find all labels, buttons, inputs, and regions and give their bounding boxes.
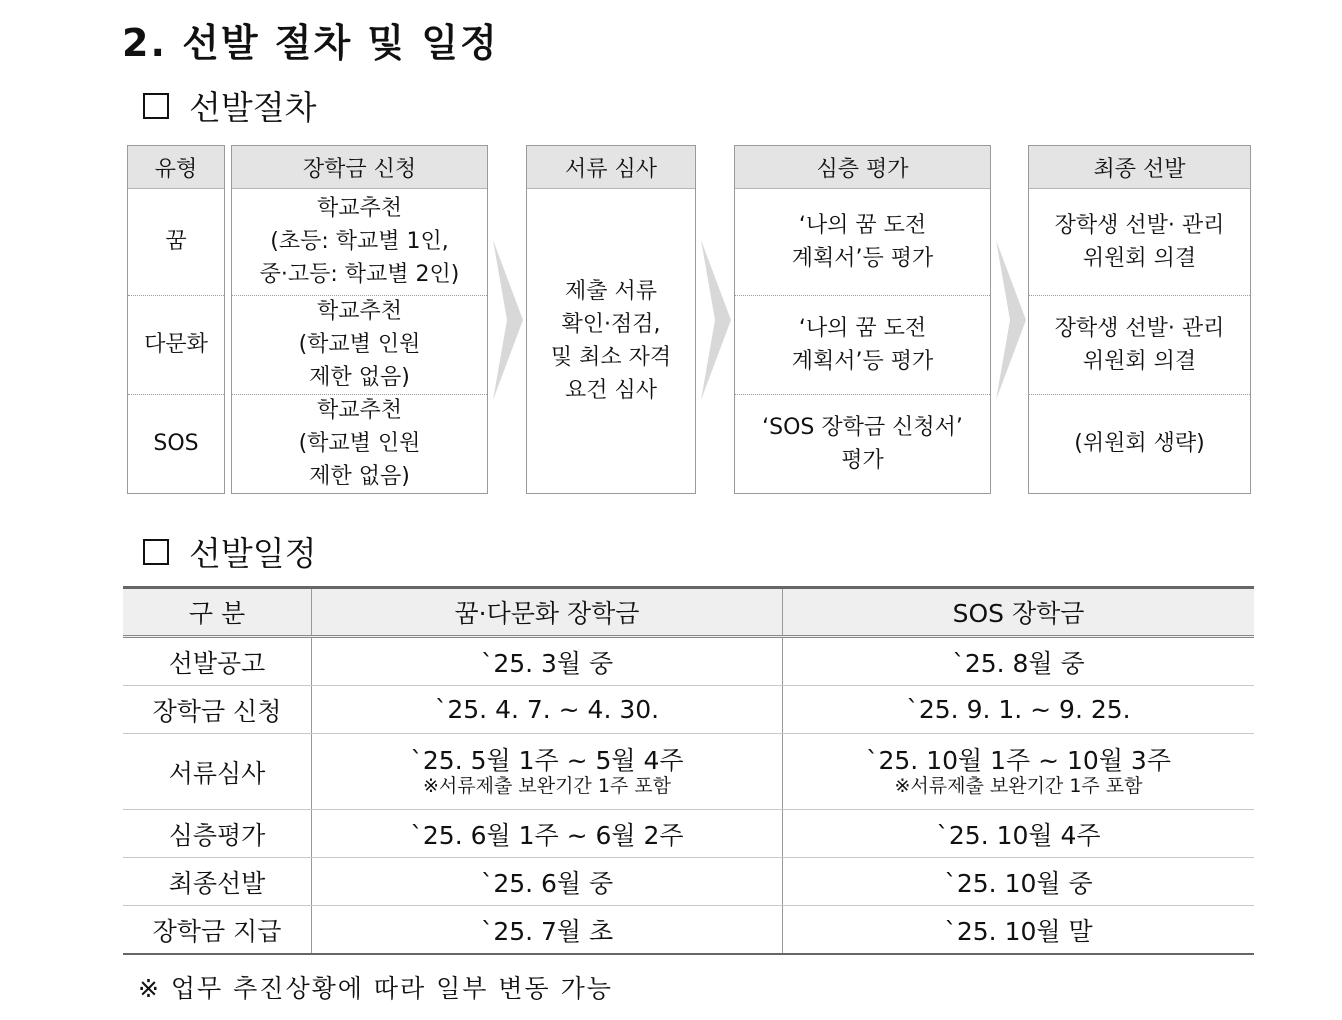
- dream-date: `25. 6월 1주 ~ 6월 2주: [312, 810, 783, 858]
- row-label: 서류심사: [123, 734, 312, 810]
- type-multicultural: 다문화: [144, 332, 208, 357]
- chevron-right-icon: [491, 240, 525, 400]
- docs-header: 서류 심사: [527, 146, 695, 189]
- header-category: 구 분: [123, 588, 312, 637]
- sos-note: ※서류제출 보완기간 1주 포함: [894, 774, 1143, 797]
- type-sos: SOS: [153, 431, 199, 456]
- deep-header: 심층 평가: [735, 146, 990, 189]
- docs-column: [526, 145, 696, 494]
- page-title: 2. 선발 절차 및 일정: [122, 21, 499, 65]
- table-row: [123, 810, 1254, 858]
- schedule-heading-text: 선발일정: [189, 534, 317, 573]
- square-bullet-icon: [143, 93, 169, 119]
- final-multicultural: 장학생 선발· 관리 위원회 의결: [1054, 315, 1225, 374]
- sos-date: `25. 10월 말: [783, 906, 1255, 955]
- table-row: [123, 637, 1254, 686]
- type-dream: 꿈: [165, 229, 187, 254]
- chevron-right-icon: [994, 240, 1028, 400]
- footnote: ※ 업무 추진상황에 따라 일부 변동 가능: [138, 974, 613, 1003]
- final-dream: 장학생 선발· 관리 위원회 의결: [1054, 212, 1225, 271]
- dream-date: `25. 3월 중: [312, 637, 783, 686]
- deep-column: [734, 145, 991, 494]
- dream-date-cell: [312, 734, 783, 810]
- table-header-row: [123, 588, 1254, 637]
- row-label: 장학금 신청: [123, 686, 312, 734]
- dream-date: `25. 5월 1주 ~ 5월 4주: [410, 745, 684, 775]
- row-label: 심층평가: [123, 810, 312, 858]
- apply-sos: 학교추천 (학교별 인원 제한 없음): [298, 398, 421, 489]
- sos-date: `25. 10월 중: [783, 858, 1255, 906]
- table-row: [123, 734, 1254, 810]
- sos-date: `25. 10월 1주 ~ 10월 3주: [866, 745, 1171, 775]
- row-label: 장학금 지급: [123, 906, 312, 955]
- table-row: [123, 686, 1254, 734]
- deep-sos: ‘SOS 장학금 신청서’ 평가: [762, 414, 963, 473]
- header-sos: SOS 장학금: [783, 588, 1255, 637]
- header-dream-multicultural: 꿈·다문화 장학금: [312, 588, 783, 637]
- table-row: [123, 858, 1254, 906]
- dream-note: ※서류제출 보완기간 1주 포함: [422, 774, 672, 797]
- schedule-table: [123, 586, 1254, 955]
- dream-date: `25. 7월 초: [312, 906, 783, 955]
- final-header: 최종 선발: [1029, 146, 1250, 189]
- procedure-heading: [143, 82, 317, 129]
- final-column: [1028, 145, 1251, 494]
- apply-column: [231, 145, 488, 494]
- final-sos: (위원회 생략): [1074, 431, 1205, 456]
- sos-date: `25. 8월 중: [783, 637, 1255, 686]
- row-label: 선발공고: [123, 637, 312, 686]
- row-label: 최종선발: [123, 858, 312, 906]
- type-column: [127, 145, 225, 494]
- square-bullet-icon: [143, 539, 169, 565]
- sos-date: `25. 10월 4주: [783, 810, 1255, 858]
- sos-date-cell: [783, 734, 1255, 810]
- procedure-heading-text: 선발절차: [189, 88, 317, 127]
- docs-body: 제출 서류 확인·점검, 및 최소 자격 요건 심사: [550, 278, 672, 403]
- dream-date: `25. 6월 중: [312, 858, 783, 906]
- deep-dream: ‘나의 꿈 도전 계획서’등 평가: [791, 212, 934, 271]
- chevron-right-icon: [699, 240, 733, 400]
- sos-date: `25. 9. 1. ~ 9. 25.: [783, 686, 1255, 734]
- apply-multicultural: 학교추천 (학교별 인원 제한 없음): [298, 299, 421, 390]
- type-header: 유형: [128, 146, 224, 189]
- apply-dream: 학교추천 (초등: 학교별 1인, 중·고등: 학교별 2인): [259, 196, 460, 287]
- deep-multicultural: ‘나의 꿈 도전 계획서’등 평가: [791, 315, 934, 374]
- apply-header: 장학금 신청: [232, 146, 487, 189]
- table-row: [123, 906, 1254, 955]
- schedule-heading: [143, 528, 317, 575]
- dream-date: `25. 4. 7. ~ 4. 30.: [312, 686, 783, 734]
